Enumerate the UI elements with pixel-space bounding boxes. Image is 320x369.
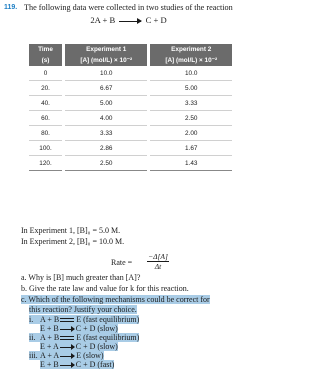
step-left: E + A: [40, 342, 59, 351]
cell-exp1: 4.00: [64, 111, 149, 126]
header-experiment-2-unit: [A] (mol/L) × 10⁻²: [149, 55, 232, 66]
cell-time: 100.: [29, 141, 64, 156]
header-experiment-1-unit: [A] (mol/L) × 10⁻²: [64, 55, 149, 66]
cell-exp2: 5.00: [149, 81, 232, 96]
header-experiment-1: Experiment 1: [64, 44, 149, 55]
forward-arrow-icon: [60, 347, 74, 348]
condition-experiment-1: In Experiment 1, [B]₀ = 5.0 M.: [21, 226, 121, 235]
step-left: A + A: [40, 351, 60, 360]
cell-exp1: 3.33: [64, 126, 149, 141]
reaction-reactants: 2A + B: [90, 15, 116, 25]
cell-time: 60.: [29, 111, 64, 126]
mechanism-iii-step-2: [40, 360, 114, 369]
reaction-arrow-icon: [119, 21, 141, 22]
cell-exp2: 2.50: [149, 111, 232, 126]
problem-intro: The following data were collected in two studies of the reaction: [24, 3, 233, 12]
table-row: [29, 126, 232, 141]
mechanism-iii-step-1: [29, 351, 104, 360]
forward-arrow-icon: [60, 365, 74, 366]
equilibrium-arrow-icon: [60, 335, 74, 341]
equilibrium-arrow-icon: [60, 317, 74, 323]
cell-time: 80.: [29, 126, 64, 141]
table-row: [29, 96, 232, 111]
data-table: [29, 44, 232, 171]
cell-exp1: 6.67: [64, 81, 149, 96]
step-right: C + D (slow): [75, 342, 118, 351]
mechanism-ii-step-2: [40, 342, 118, 351]
mechanism-ii-label: ii.: [29, 333, 36, 342]
question-c-line1: c. Which of the following mechanisms could be correct for: [21, 295, 210, 304]
step-left: A + B: [40, 315, 60, 324]
table-row: [29, 156, 232, 171]
question-c: [21, 295, 210, 304]
cell-exp2: 2.00: [149, 126, 232, 141]
mechanism-i-step-1: [29, 315, 139, 324]
table-row: [29, 81, 232, 96]
reaction-products: C + D: [145, 15, 167, 25]
rate-denominator: Δt: [154, 262, 162, 271]
cell-time: 120.: [29, 156, 64, 171]
question-b: b. Give the rate law and value for k for this reaction.: [21, 284, 189, 293]
rate-label: Rate =: [111, 258, 133, 267]
cell-time: 20.: [29, 81, 64, 96]
condition-experiment-2: In Experiment 2, [B]₀ = 10.0 M.: [21, 237, 125, 246]
mechanism-iii-label: iii.: [29, 351, 38, 360]
cell-time: 40.: [29, 96, 64, 111]
table-row: [29, 111, 232, 126]
step-right: C + D (fast): [75, 360, 115, 369]
question-a: a. Why is [B] much greater than [A]?: [21, 273, 141, 282]
table-row: [29, 66, 232, 81]
step-right: E (fast equilibrium): [76, 333, 140, 342]
step-right: E (fast equilibrium): [76, 315, 140, 324]
step-left: A + B: [40, 333, 60, 342]
table-row: [29, 141, 232, 156]
step-right: C + D (slow): [75, 324, 118, 333]
cell-exp1: 2.50: [64, 156, 149, 171]
cell-exp2: 1.43: [149, 156, 232, 171]
step-left: E + B: [40, 360, 59, 369]
question-c-line2: this reaction? Justify your choice.: [29, 305, 137, 314]
table-header-row-1: [29, 44, 232, 55]
cell-exp1: 5.00: [64, 96, 149, 111]
cell-exp1: 10.0: [64, 66, 149, 81]
header-time-unit: (s): [29, 55, 64, 66]
cell-exp2: 1.67: [149, 141, 232, 156]
step-right: E (slow): [76, 351, 104, 360]
mechanism-ii-step-1: [29, 333, 139, 342]
step-left: E + B: [40, 324, 59, 333]
table-header-row-2: [29, 55, 232, 66]
header-experiment-2: Experiment 2: [149, 44, 232, 55]
question-c-continued: [29, 305, 137, 314]
rate-fraction: [147, 252, 169, 271]
reaction-equation: [0, 15, 257, 25]
cell-exp2: 10.0: [149, 66, 232, 81]
mechanism-i-step-2: [40, 324, 118, 333]
rate-numerator: −Δ[A]: [148, 252, 168, 261]
header-time: Time: [29, 44, 64, 55]
cell-time: 0: [29, 66, 64, 81]
mechanism-i-label: i.: [29, 315, 34, 324]
forward-arrow-icon: [60, 356, 74, 357]
cell-exp2: 3.33: [149, 96, 232, 111]
cell-exp1: 2.86: [64, 141, 149, 156]
problem-number: 119.: [4, 4, 18, 11]
forward-arrow-icon: [60, 329, 74, 330]
